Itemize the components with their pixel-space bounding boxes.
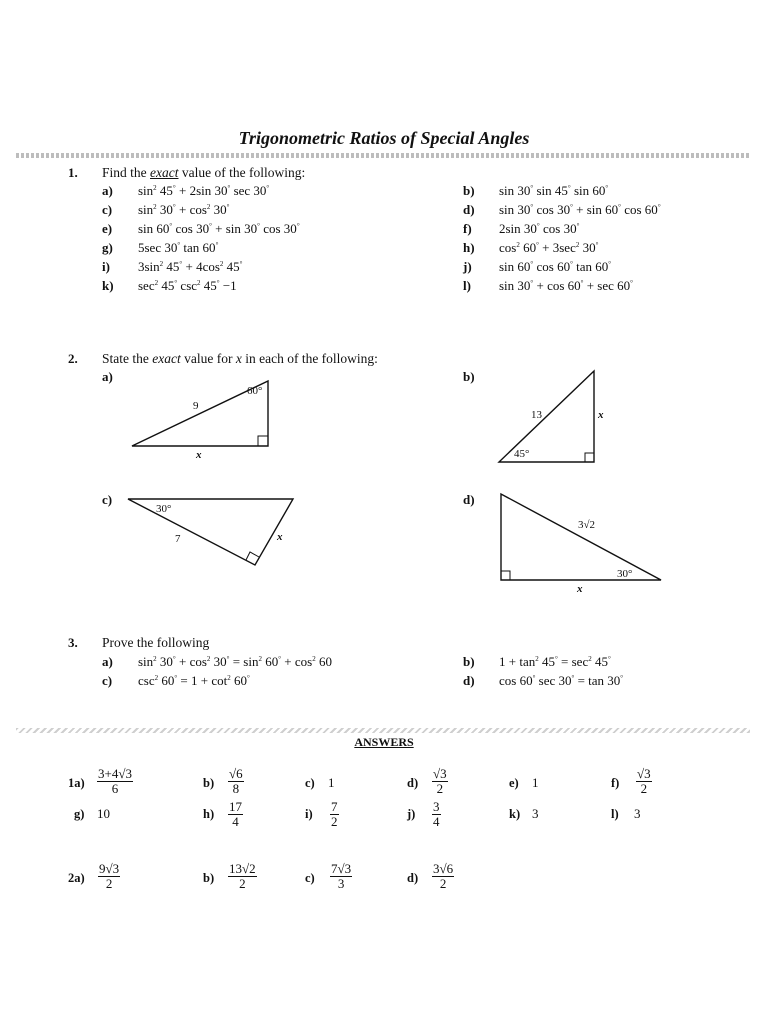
q3-a-label: a) — [102, 654, 113, 669]
triangle-a-side-label: 9 — [193, 400, 199, 412]
q3-a-expression: $\sin^2 30^\circ + \cos^2 30^\circ = \sin^2 60^\circ + \cos^2 60$ — [138, 654, 332, 669]
q1-h-label: h) — [463, 240, 475, 255]
q2-c-label: c) — [102, 492, 113, 507]
answer-2c-label: c) — [305, 871, 315, 885]
question-1-instruction: Find the exact value of the following: — [102, 165, 306, 180]
answer-1i-fraction: $\frac{7}{2}$ — [331, 799, 338, 829]
answer-2d-fraction: $\frac{3√6}{2}$ — [433, 861, 454, 891]
answer-1l-label: l) — [611, 807, 619, 821]
q1-j-expression: sin 60° cos 60° tan 60° — [499, 259, 612, 274]
question-2-instruction: State the exact value for x in each of the following: — [102, 351, 378, 366]
q1-h-expression: $\cos^2 60^\circ + 3\sec^2$ 30° — [499, 240, 599, 255]
q3-d-label: d) — [463, 673, 475, 688]
answer-1g-value: 10 — [97, 806, 110, 821]
q1-l-label: l) — [463, 278, 471, 293]
triangle-d — [501, 494, 661, 595]
answer-1e-value: 1 — [532, 775, 539, 790]
answer-1b-fraction: $\frac{√6}{8}$ — [229, 766, 243, 796]
question-3-instruction: Prove the following — [102, 635, 210, 650]
triangle-b-x-label: x — [598, 409, 604, 421]
q1-d-label: d) — [463, 202, 475, 217]
q1-f-label: f) — [463, 221, 472, 236]
question-2-number: 2. — [68, 351, 78, 366]
q1-a-label: a) — [102, 183, 113, 198]
q3-c-expression: $\csc^2 60^\circ = 1 + \cot^2 60^\circ$ — [138, 673, 250, 688]
q1-i-label: i) — [102, 259, 110, 274]
q2-b-label: b) — [463, 369, 475, 384]
q1-a-expression: $\sin^2 45^\circ + 2\sin$ 30° sec 30° — [138, 183, 270, 198]
q1-e-expression: sin 60° cos 30° + sin 30° cos 30° — [138, 221, 300, 236]
triangle-d-angle-label: 30° — [617, 568, 633, 580]
q3-b-expression: $1 + \tan^2 45^\circ = \sec^2 45^\circ$ — [499, 654, 611, 669]
page-title: Trigonometric Ratios of Special Angles — [238, 128, 530, 148]
answers-heading: ANSWERS — [354, 735, 414, 749]
triangle-a-x-label: x — [196, 449, 202, 461]
q2-d-label: d) — [463, 492, 475, 507]
triangle-c-x-label: x — [277, 531, 283, 543]
answer-2d-label: d) — [407, 871, 419, 885]
triangle-b — [499, 371, 604, 462]
answer-1j-label: j) — [407, 807, 416, 821]
triangle-b-side-label: 13 — [531, 409, 542, 421]
triangle-b-angle-label: 45° — [514, 448, 530, 460]
answer-2c-fraction: $\frac{7√3}{3}$ — [331, 861, 352, 891]
q1-g-label: g) — [102, 240, 113, 255]
answer-1j-fraction: $\frac{3}{4}$ — [433, 799, 440, 829]
question-1-number: 1. — [68, 165, 78, 180]
q3-c-label: c) — [102, 673, 113, 688]
question-3-number: 3. — [68, 635, 78, 650]
answer-1b-label: b) — [203, 776, 215, 790]
answer-1f-fraction: $\frac{√3}{2}$ — [637, 766, 651, 796]
answer-2a-label: 2a) — [68, 871, 85, 885]
answer-1f-label: f) — [611, 776, 620, 790]
answer-1c-value: 1 — [328, 775, 335, 790]
answer-2a-fraction: $\frac{9√3}{2}$ — [99, 861, 120, 891]
answer-1k-value: 3 — [532, 806, 539, 821]
answer-1e-label: e) — [509, 776, 519, 790]
answer-2b-label: b) — [203, 871, 215, 885]
triangle-a — [132, 381, 268, 461]
answer-1h-fraction: $\frac{17}{4}$ — [229, 799, 242, 829]
answer-1h-label: h) — [203, 807, 215, 821]
answer-1c-label: c) — [305, 776, 315, 790]
q1-b-label: b) — [463, 183, 475, 198]
answer-1a-fraction: $\frac{3+4√3}{6}$ — [98, 766, 132, 796]
answers-divider — [16, 728, 750, 733]
q1-j-label: j) — [463, 259, 472, 274]
triangle-d-x-label: x — [577, 583, 583, 595]
answer-1g-label: g) — [74, 807, 85, 821]
q1-b-expression: sin 30° sin 45° sin 60° — [499, 183, 609, 198]
q3-d-expression: cos 60° sec 30° = tan 30° — [499, 673, 624, 688]
q2-a-label: a) — [102, 369, 113, 384]
answer-2b-fraction: $\frac{13√2}{2}$ — [229, 861, 256, 891]
q1-k-label: k) — [102, 278, 114, 293]
answer-1a-label: 1a) — [68, 776, 85, 790]
answer-1d-fraction: $\frac{√3}{2}$ — [433, 766, 447, 796]
q1-d-expression: sin 30° cos 30° + sin 60° cos 60° — [499, 202, 661, 217]
triangle-c — [128, 499, 293, 565]
q1-e-label: e) — [102, 221, 113, 236]
answer-1i-label: i) — [305, 807, 313, 821]
q1-i-expression: $3\sin^2$ $45^\circ + 4\cos^2$ 45° — [138, 259, 243, 274]
q1-f-expression: 2sin 30° cos 30° — [499, 221, 580, 236]
triangle-a-angle-label: 60° — [247, 385, 263, 397]
q3-b-label: b) — [463, 654, 475, 669]
triangle-d-side-label: 3√2 — [578, 519, 596, 531]
q1-g-expression: 5sec 30° tan 60° — [138, 240, 219, 255]
triangle-c-side-label: 7 — [175, 533, 181, 545]
q1-k-expression: $\sec^2 45^\circ$ $\csc^2 45^\circ -1$ — [138, 278, 237, 293]
answer-1k-label: k) — [509, 807, 521, 821]
q1-l-expression: sin 30° + cos 60° + sec 60° — [499, 278, 633, 293]
triangle-c-angle-label: 30° — [156, 503, 172, 515]
answer-1d-label: d) — [407, 776, 419, 790]
answer-1l-value: 3 — [634, 806, 641, 821]
q1-c-label: c) — [102, 202, 113, 217]
q1-c-expression: $\sin^2 30^\circ + \cos^2 30^\circ$ — [138, 202, 230, 217]
